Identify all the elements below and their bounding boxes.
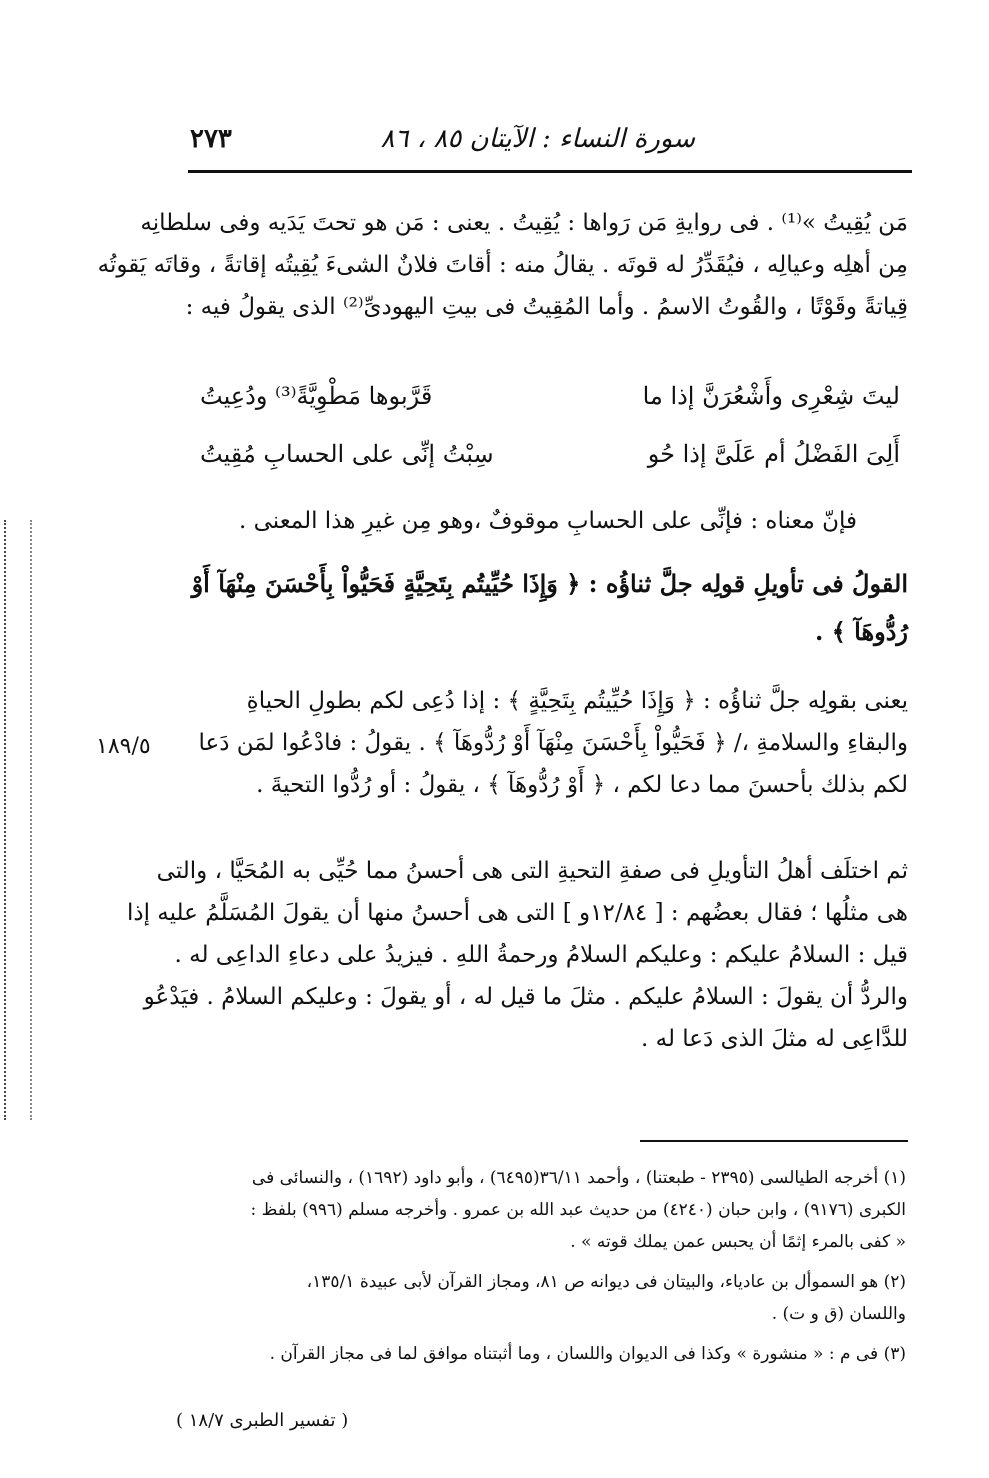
text-line: هى مثلُها ؛ فقال بعضُهم : [ ١٢/٨٤و ] التى هى أحسنُ منها أن يقولَ المُسَلَّمُ عليه إذا: [126, 900, 908, 926]
footnote-line: (١) أخرجه الطيالسى (٢٣٩٥ - طبعتنا) ، وأحمد ٣٦/١١(٦٤٩٥) ، وأبو داود (١٦٩٢) ، والنسائى فى: [251, 1168, 906, 1188]
text-line: للدَّاعِى له مثلَ الذى دَعا له .: [641, 1026, 908, 1052]
footnote-2: [190, 1266, 906, 1330]
text-line: مَن يُقِيتُ »⁽¹⁾ . فى روايةِ مَن رَواها : يُقِيتُ . يعنى : مَن هو تحتَ يَدَيه وفى سلطانِه: [140, 210, 908, 236]
binding-edge: [4, 520, 32, 1120]
page-header: [190, 118, 910, 168]
verse-line-1: [200, 382, 900, 426]
text-line: والردُّ أن يقولَ : السلامُ عليكم . مثلَ ما قيل له ، أو يقولَ : وعليكم السلامُ . فيَدْعُو: [143, 984, 908, 1010]
section-heading: [188, 560, 908, 656]
verse-first-hemistich: ليتَ شِعْرِى وأَشْعُرَنَّ إذا ما: [642, 382, 900, 410]
text-line: قيل : السلامُ عليكم : وعليكم السلامُ ورحمةُ اللهِ . فيزيدُ على دعاءِ الداعِى له .: [174, 942, 908, 968]
verse-line-2: [200, 440, 900, 484]
footnote-line: واللسان (ق و ت) .: [771, 1304, 906, 1324]
header-rule: [188, 170, 912, 173]
verse-second-hemistich: قَرَّبوها مَطْوِيَّةً⁽³⁾ ودُعِيتُ: [200, 382, 433, 410]
text-line: والبقاءِ والسلامةِ ،/ ﴿ فَحَيُّواْ بِأَحْسَنَ مِنْهَآ أَوْ رُدُّوهَآ ﴾ . يقولُ : فادْعُوا لمَن دَعا: [198, 730, 908, 756]
volume-signature: ( تفسير الطبرى ١٨/٧ ): [176, 1410, 349, 1431]
running-title: سورة النساء : الآيتان ٨٥ ، ٨٦: [380, 124, 695, 154]
footnote-line: (٣) فى م : « منشورة » وكذا فى الديوان واللسان ، وما أثبتناه موافق لما فى مجاز القرآن .: [269, 1344, 906, 1364]
heading-line: القولُ فى تأويلِ قولِه جلَّ ثناؤُه : ﴿ وَإِذَا حُيِّيتُم بِتَحِيَّةٍ فَحَيُّواْ بِأَحْسَنَ مِنْهَآ أَوْ: [191, 569, 908, 598]
text-line: قِياتةً وقَوْتًا ، والقُوتُ الاسمُ . وأما المُقِيتُ فى بيتِ اليهودىِّ⁽²⁾ الذى يقولُ فيه :: [185, 294, 908, 320]
margin-reference: ١٨٩/٥: [96, 734, 151, 759]
paragraph-3: [126, 850, 908, 1060]
paragraph-2: [188, 680, 908, 806]
heading-line: رُدُّوهَآ ﴾ .: [815, 617, 908, 646]
text-line: لكم بذلك بأحسنَ مما دعا لكم ، ﴿ أَوْ رُدُّوهَآ ﴾ ، يقولُ : أو رُدُّوا التحيةَ .: [256, 772, 908, 798]
footnote-1: [190, 1162, 906, 1258]
text-line: مِن أهلِه وعيالِه ، فيُقَدِّرُ له قوتَه . يقالُ منه : أقاتَ فلانٌ الشىءَ يُقِيتُه إقاتةً ، وقاتَه يَقوتُه: [97, 252, 908, 278]
footnote-line: (٢) هو السموأل بن عادياء، والبيتان فى ديوانه ص ٨١، ومجاز القرآن لأبى عبيدة ١٣٥/١،: [306, 1272, 906, 1292]
text-line: يعنى بقولِه جلَّ ثناؤُه : ﴿ وَإِذَا حُيِّيتُم بِتَحِيَّةٍ ﴾ : إذا دُعِى لكم بطولِ الحياةِ: [246, 688, 908, 714]
footnote-line: « كفى بالمرء إثمًا أن يحبس عمن يملك قوته » .: [570, 1232, 906, 1252]
verse-explanation: فإنّ معناه : فإنِّى على الحسابِ موقوفٌ ،وهو مِن غيرِ هذا المعنى .: [238, 508, 858, 534]
footnotes: [190, 1162, 906, 1370]
text-line: ثم اختلَف أهلُ التأويلِ فى صفةِ التحيةِ التى هى أحسنُ مما حُيِّى به المُحَيَّا ، والتى: [156, 858, 908, 884]
verse-second-hemistich: سِبْتُ إنِّى على الحسابِ مُقِيتُ: [200, 440, 494, 468]
page-number: ٢٧٣: [190, 124, 232, 154]
paragraph-1: [97, 202, 908, 328]
verse-first-hemistich: أَلِىَ الفَضْلُ أم عَلَىَّ إذا حُو: [647, 440, 900, 468]
footnote-3: [190, 1338, 906, 1370]
footnote-line: الكبرى (٩١٧٦) ، وابن حبان (٤٢٤٠) من حديث عبد الله بن عمرو . وأخرجه مسلم (٩٩٦) بلفظ :: [250, 1200, 906, 1220]
footnote-rule: [640, 1140, 908, 1142]
